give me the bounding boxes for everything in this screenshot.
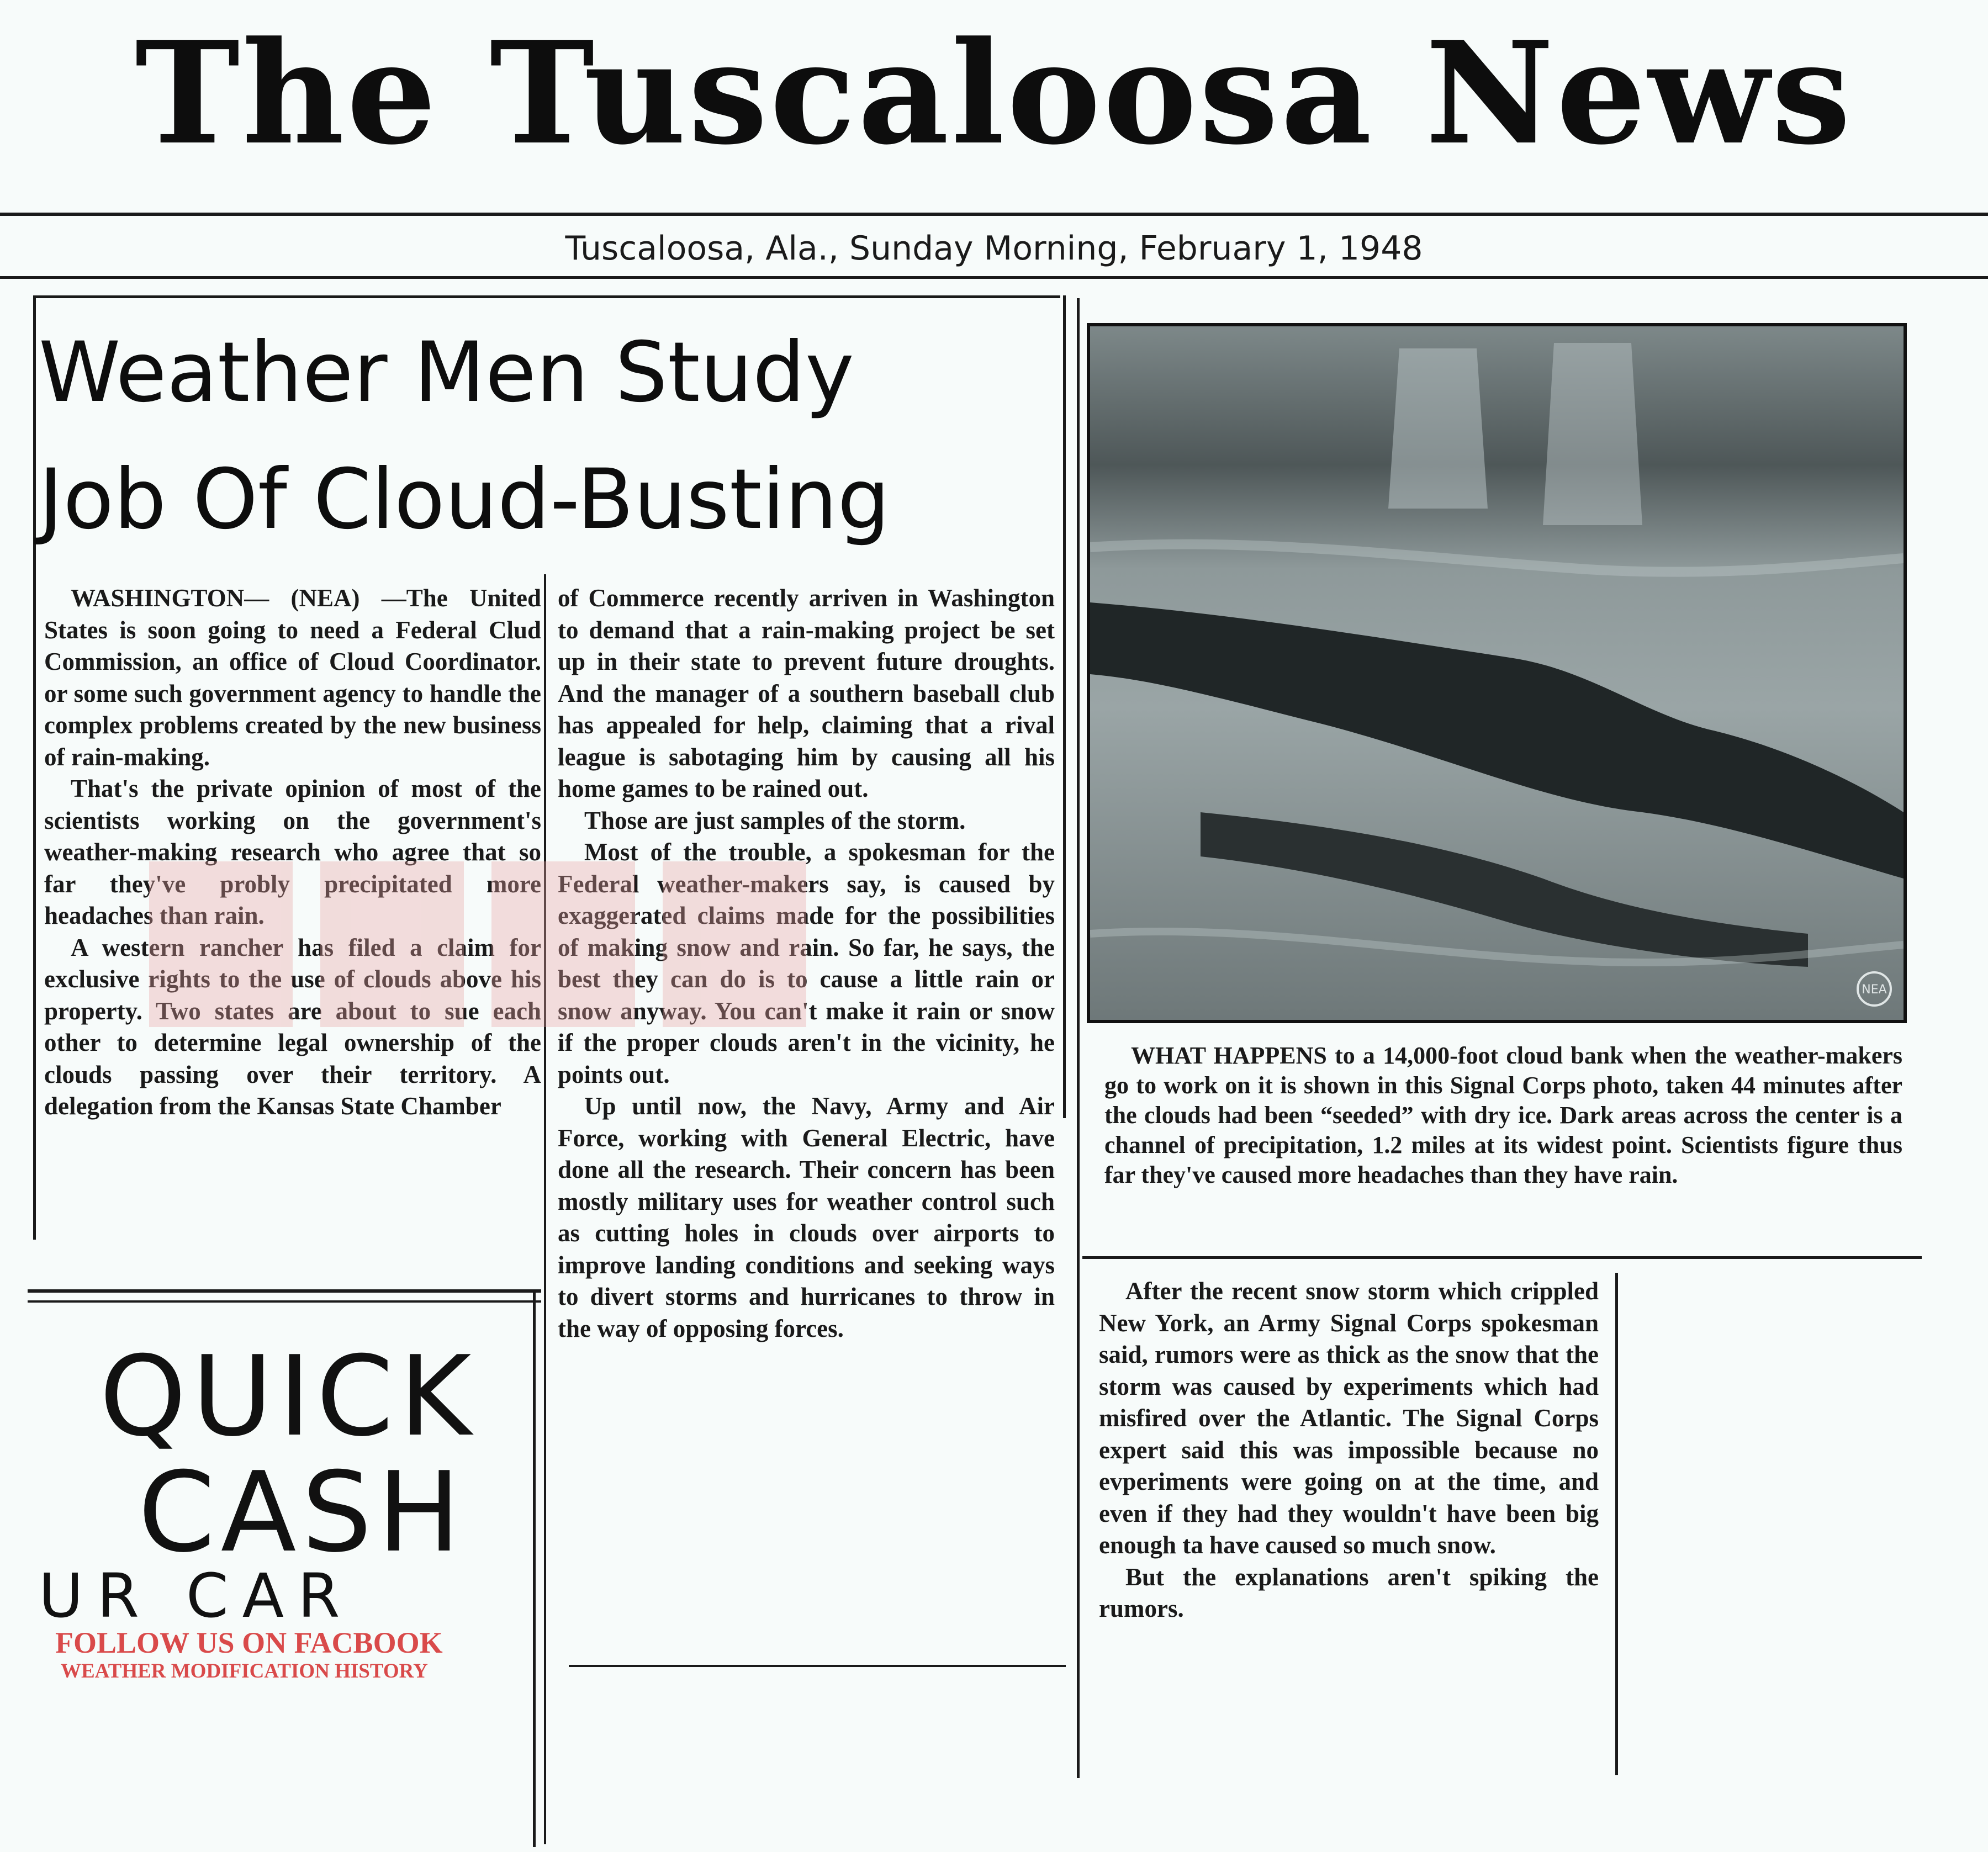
article-frame-top — [33, 295, 1060, 298]
paragraph: Up until now, the Navy, Army and Air Force, working with General Electric, have done all the research. Their concern has been mostly military uses for weather control such as cutting holes in clouds over airports to improve landing conditions and seeking ways to divert storms and hurricanes to throw in the way of opposing forces. — [558, 1092, 1055, 1342]
masthead-rule-bottom — [0, 276, 1988, 279]
paragraph: Most of the trouble, a spokesman for the Federal weather-makers say, is caused by exaggerated claims made for the possibilities of making snow and rain. So far, he says, the best they can do is to cause a little rain or snow anyway. You can't make it rain or snow if the proper clouds aren't in the vicinity, he points out. — [558, 838, 1055, 1088]
masthead-rule-top — [0, 213, 1988, 216]
facebook-promo-subtitle: WEATHER MODIFICATION HISTORY — [61, 1660, 428, 1682]
caption-text: WHAT HAPPENS to a 14,000-foot cloud bank when the weather-makers go to work on it is shown in this Signal Corps photo, taken 44 minutes after the clouds had been “seeded” with dry ice. Dark areas across the center is a channel of precipitation, 1.2 miles at its widest point. Scientists figure thus far they've caused more headaches than they have rain. — [1104, 1042, 1902, 1188]
column-divider-1 — [544, 574, 546, 1844]
ad-line-2: CASH — [138, 1448, 466, 1577]
article-column-3 — [1099, 1276, 1599, 1625]
paragraph: Those are just samples of the storm. — [584, 806, 966, 834]
article-frame-left — [33, 295, 36, 1240]
ad-line-3: UR CAR — [39, 1560, 354, 1631]
photo-credit: NEA — [1862, 983, 1887, 997]
column-divider-3 — [1077, 298, 1080, 1778]
column-2-end-rule — [569, 1665, 1066, 1667]
headline-line-2: Job Of Cloud-Busting — [39, 452, 890, 548]
caption-bottom-rule — [1082, 1256, 1922, 1259]
article-headline — [39, 309, 1044, 563]
masthead-title: The Tuscaloosa News — [135, 11, 1853, 176]
paragraph: After the recent snow storm which crippled New York, an Army Signal Corps spokesman said, rumors were as thick as the snow that the storm was caused by experiments which had misfired over the Atlantic. The Signal Corps expert said this was impossible because no evperiments were going on at the time, and even if they had they wouldn't have been big enough ta have caused so much snow. — [1099, 1277, 1599, 1559]
article-column-2 — [558, 583, 1055, 1345]
article-column-1 — [44, 583, 541, 1123]
cloud-seeding-photo — [1087, 323, 1907, 1023]
cloud-photo-image — [1090, 326, 1904, 1020]
column-3-right-rule — [1615, 1273, 1618, 1775]
photo-caption — [1104, 1041, 1902, 1190]
paragraph: A western rancher has filed a claim for exclusive rights to the use of clouds above his property. Two states are about to sue each other to determine legal ownership of the clouds passing over their territory. A delegation from the Kansas State Chamber — [44, 933, 541, 1120]
headline-line-1: Weather Men Study — [39, 325, 854, 421]
ad-line-1: QUICK — [99, 1332, 477, 1461]
ad-frame-right — [533, 1289, 536, 1847]
dateline: Tuscaloosa, Ala., Sunday Morning, February 1, 1948 — [565, 229, 1423, 268]
ad-frame-top — [28, 1289, 541, 1293]
paragraph: That's the private opinion of most of the scientists working on the government's weather-making research who agree that so far they've probly precipitated more headaches than rain. — [44, 775, 541, 929]
column-divider-2 — [1063, 295, 1066, 1118]
facebook-promo-link[interactable]: FOLLOW US ON FACBOOK — [55, 1626, 443, 1659]
paragraph: WASHINGTON— (NEA) —The United States is soon going to need a Federal Clud Commission, an office of Cloud Coordinator. or some such government agency to handle the complex problems created by the new business of rain-making. — [44, 584, 541, 771]
paragraph: But the explanations aren't spiking the rumors. — [1099, 1563, 1599, 1622]
paragraph: of Commerce recently arriven in Washington to demand that a rain-making project be set up in their state to prevent future droughts. And the manager of a southern baseball club has appealed for help, claiming that a rival league is sabotaging him by causing all his home games to be rained out. — [558, 584, 1055, 802]
ad-frame-top-inner — [28, 1300, 541, 1303]
